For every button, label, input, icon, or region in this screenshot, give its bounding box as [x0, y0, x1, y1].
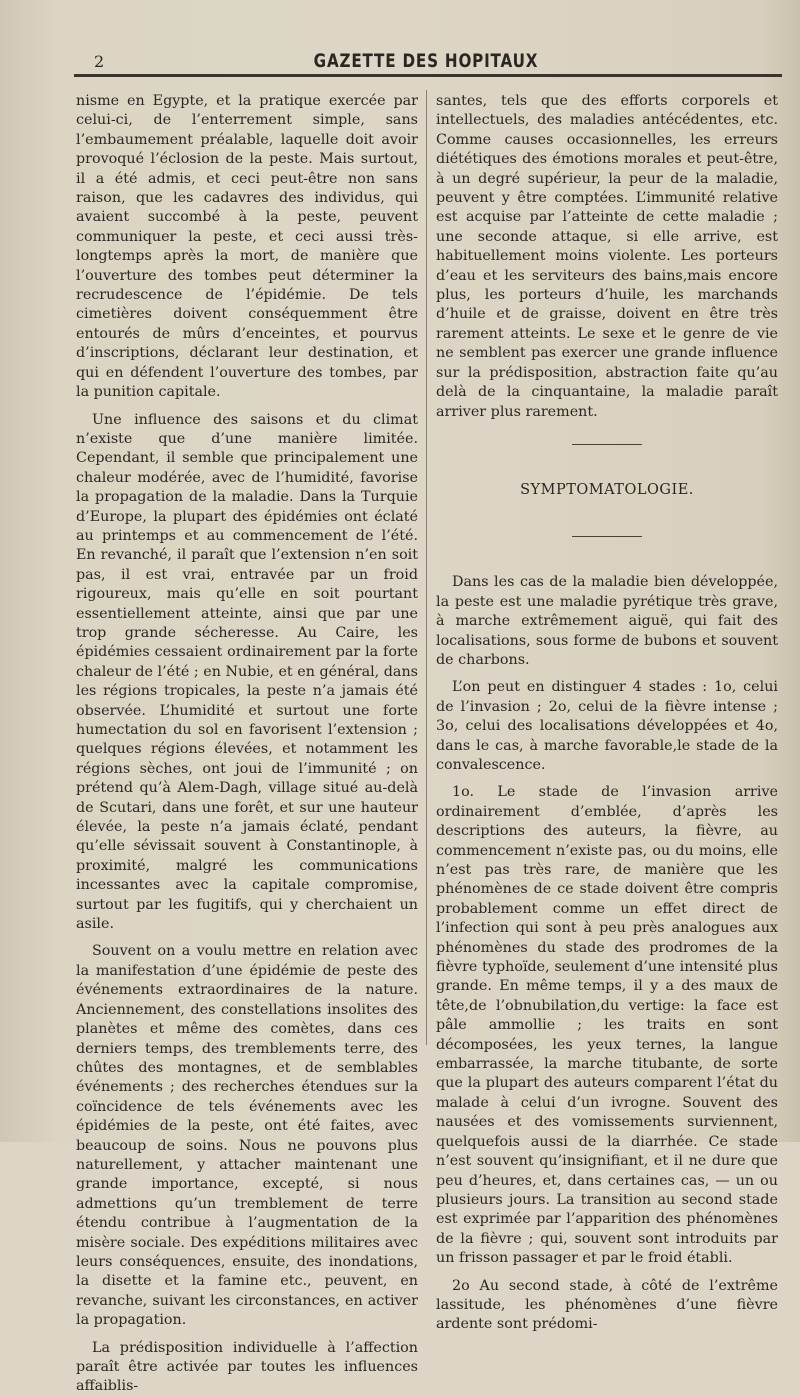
- paragraph: Souvent on a voulu mettre en relation avec la manifestation d’une épidémie de peste des événements extraordinaires de la nature. Anciennement, des constellations insolites des planètes et même des comètes, dans ces derniers temps, des tremblements terre, des chûtes des montagnes, et de semblables événements ; des recherches étendues sur la coïncidence de tels événements avec les épidémies de la peste, ont été faites, avec beaucoup de soins. Nous ne pouvons plus naturellement, y attacher maintenant une grande importance, excepté, si nous admettions qu’un tremblement de terre étendu contribue à l’augmentation de la misère sociale. Des expéditions militaires avec leurs conséquences, ensuite, des inondations, la disette et la famine etc., peuvent, en revanche, suivant les circonstances, en activer la propagation.: [76, 943, 418, 1329]
- paragraph: Dans les cas de la maladie bien développée, la peste est une maladie pyrétique très grave, à marche extrêmement aiguë, qui fait des localisations, sous forme de bubons et souvent de charbons.: [436, 574, 778, 668]
- section-divider: [572, 444, 642, 445]
- paragraph: santes, tels que des efforts corporels et intellectuels, des maladies antécédentes, etc. Comme causes occasionnelles, les erreurs diététiques des émotions morales et peut-être, à un degré supérieur, la peur de la maladie, peuvent y être comptées. L’immunité relative est acquise par l’atteinte de cette maladie ; une seconde attaque, si elle arrive, est habituellement moins violente. Les porteurs d’eau et les serviteurs des bains,mais encore plus, les porteurs d’huile, les marchands d’huile et de graisse, doivent en être très rarement atteints. Le sexe et le genre de vie ne semblent pas exercer une grande influence sur la prédisposition, abstraction faite qu’au delà de la cinquantaine, la maladie paraît arriver plus rarement.: [436, 93, 778, 420]
- paragraph: Une influence des saisons et du climat n’existe que d’une manière limitée. Cependant, il semble que principalement une chaleur modérée, avec de l’humidité, favorise la propagation de la maladie. Dans la Turquie d’Europe, la plupart des épidémies ont éclaté au printemps et au commencement de l’été. En revanché, il paraît que l’extension n’en soit pas, il est vrai, entravée par un froid rigoureux, mais qu’elle en soit pourtant essentiellement atteinte, ainsi que par une trop grande sécheresse. Au Caire, les épidémies cessaient ordinairement par la forte chaleur de l’été ; en Nubie, et en général, dans les régions tropicales, la peste n’a jamais été observée. L’humidité et surtout une forte humectation du sol en favorisent l’extension ; quelques régions élevées, et notamment les régions sèches, ont joui de l’immunité ; on prétend qu’à Alem-Dagh, village situé au-delà de Scutari, dans une forêt, et sur une hauteur élevée, la peste n’a jamais éclaté, pendant qu’elle sévissait souvent à Constantinople, à proximité, malgré les communications incessantes avec la capitale compromise, surtout par les fugitifs, qui y cherchaient un asile.: [76, 411, 418, 933]
- page-header: [70, 50, 782, 76]
- paragraph: 2o Au second stade, à côté de l’extrême lassitude, les phénomènes d’une fièvre ardente sont prédomi-: [436, 1277, 778, 1333]
- spacer: [436, 537, 778, 573]
- paragraph: La prédisposition individuelle à l’affection paraît être activée par toutes les influences affaiblis-: [76, 1339, 418, 1395]
- right-column: [436, 92, 778, 1335]
- page-number: 2: [94, 52, 105, 71]
- left-column: [76, 92, 418, 1397]
- journal-title: GAZETTE DES HOPITAUX: [313, 50, 539, 72]
- section-title: SYMPTOMATOLOGIE.: [520, 481, 694, 498]
- paragraph: L’on peut en distinguer 4 stades : 1o, celui de l’invasion ; 2o, celui de la fièvre intense ; 3o, celui des localisations développées et 4o, dans le cas, à marche favorable,le stade de la convalescence.: [436, 679, 778, 773]
- header-rule: [74, 74, 782, 77]
- paragraph: nisme en Egypte, et la pratique exercée par celui-ci, de l’enterrement simple, sans l’embaumement préalable, laquelle doit avoir provoqué l’éclosion de la peste. Mais surtout, il a été admis, et ceci peut-être non sans raison, que les cadavres des individus, qui avaient succombé à la peste, peuvent communiquer la peste, et ceci aussi très-longtemps après la mort, de manière que l’ouverture des tombes peut déterminer la recrudescence de l’épidémie. De tels cimetières doivent conséquemment être entourés de mûrs d’enceintes, et pourvus d’inscriptions, déclarant leur destination, et qui en défendent l’ouverture des tombes, par la punition capitale.: [76, 93, 418, 401]
- column-separator: [426, 90, 427, 1045]
- paragraph: 1o. Le stade de l’invasion arrive ordinairement d’emblée, d’après les descriptions des auteurs, la fièvre, au commencement n’existe pas, ou du moins, elle n’est pas très rare, de manière que les phénomènes de ce stade doivent être compris probablement comme un effet direct de l’infection qui sont à peu près analogues aux phénomènes du stade des prodromes de la fièvre typhoïde, seulement d’une intensité plus grande. En même temps, il y a des maux de tête,de l’obnubilation,du vertige: la face est pâle ammollie ; les traits en sont décomposées, les yeux ternes, la langue embarrassée, la marche titubante, de sorte que la plupart des auteurs comparent l’état du malade à celui d’un ivrogne. Souvent des nausées et des vomissements surviennent, quelquefois aussi de la diarrhée. Ce stade n’est souvent qu’insignifiant, et il ne dure que peu d’heures, et, dans certaines cas, — un ou plusieurs jours. La transition au second stade est exprimée par l’apparition des phénomènes de la fièvre ; qui, souvent sont introduits par un frisson passager et par le froid établi.: [436, 784, 778, 1267]
